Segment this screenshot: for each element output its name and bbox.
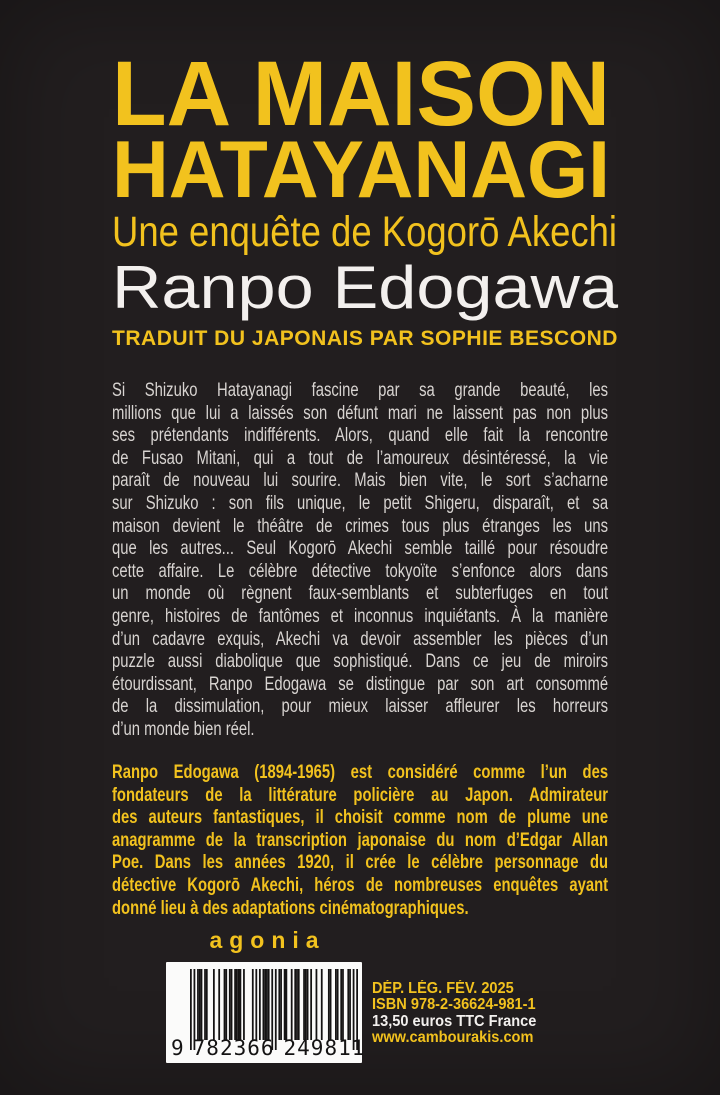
barcode-digits [166,1036,366,1060]
barcode [166,962,366,1063]
synopsis-line: ses prétendants indifférents. Alors, quand elle fait la rencontre [112,425,609,447]
book-title-line1: LA MAISON [112,43,610,145]
synopsis-paragraph [112,380,608,742]
author-bio-paragraph [112,762,608,920]
book-subtitle: Une enquête de Kogorō Akechi [112,208,617,256]
imprint-block [372,981,536,1046]
synopsis-line: un monde où règnent faux-semblants et subterfuges en tout [112,583,609,605]
synopsis-line: sur Shizuko : son fils unique, le petit Shigeru, disparaît, et sa [112,492,609,514]
bio-line: Poe. Dans les années 1920, il crée le célèbre personnage du [112,852,609,874]
barcode-lead-digit: 9 [171,1036,184,1060]
book-title-line2: HATAYANAGI [112,125,610,215]
synopsis-line: genre, histoires de fantômes et inconnus inquiétants. À la manière [112,605,609,627]
synopsis-line: que les autres... Seul Kogorō Akechi semble taillé pour résoudre [112,538,609,560]
isbn: ISBN 978-2-36624-981-1 [372,996,536,1014]
synopsis-line: paraît de nouveau lui sourire. Mais bien vite, le sort s’acharne [112,470,609,492]
barcode-digit-group1: 782366 [192,1036,275,1060]
bio-line: détective Kogorō Akechi, héros de nombreuses enquêtes ayant [112,874,609,896]
translator-credit: TRADUIT DU JAPONAIS PAR SOPHIE BESCOND [112,327,618,350]
bio-line: anagramme de la transcription japonaise du nom d’Edgar Allan [112,829,609,851]
synopsis-line: cette affaire. Le célèbre détective tokyoïte s’enfonce alors dans [112,560,609,582]
bio-line: des auteurs fantastiques, il choisit comme nom de plume une [112,807,609,829]
publisher-logo-agonia: agonia [209,927,326,953]
synopsis-line: d’un monde bien réel. [112,718,255,740]
publisher-website: www.cambourakis.com [372,1028,534,1046]
synopsis-line: d’un cadavre exquis, Akechi va devoir assembler les pièces d’un [112,628,609,650]
synopsis-line: de Fusao Mitani, qui a tout de l’amoureux désintéressé, la vie [112,447,609,469]
price: 13,50 euros TTC France [372,1012,537,1030]
synopsis-line: de la dissimulation, pour mieux laisser affleurer les horreurs [112,696,609,718]
bio-line: Ranpo Edogawa (1894-1965) est considéré comme l’un des [112,762,609,783]
synopsis-line: millions que lui a laissés son défunt mari ne laissent pas non plus [112,402,609,424]
title-block [0,0,720,365]
legal-deposit: DÉP. LÉG. FÉV. 2025 [372,980,514,997]
bio-line: fondateurs de la littérature policière au Japon. Admirateur [112,784,609,806]
author-name: Ranpo Edogawa [112,254,619,321]
barcode-digit-group2: 249811 [283,1036,366,1060]
synopsis-line: étourdissant, Ranpo Edogawa se distingue par son art consommé [112,673,609,695]
synopsis-line: puzzle aussi diabolique que sophistiqué. Dans ce jeu de miroirs [112,651,609,673]
bio-line: donné lieu à des adaptations cinématographiques. [112,897,469,919]
synopsis-line: maison devient le théâtre de crimes tous plus étranges les uns [112,515,609,537]
synopsis-line: Si Shizuko Hatayanagi fascine par sa grande beauté, les [112,380,609,401]
